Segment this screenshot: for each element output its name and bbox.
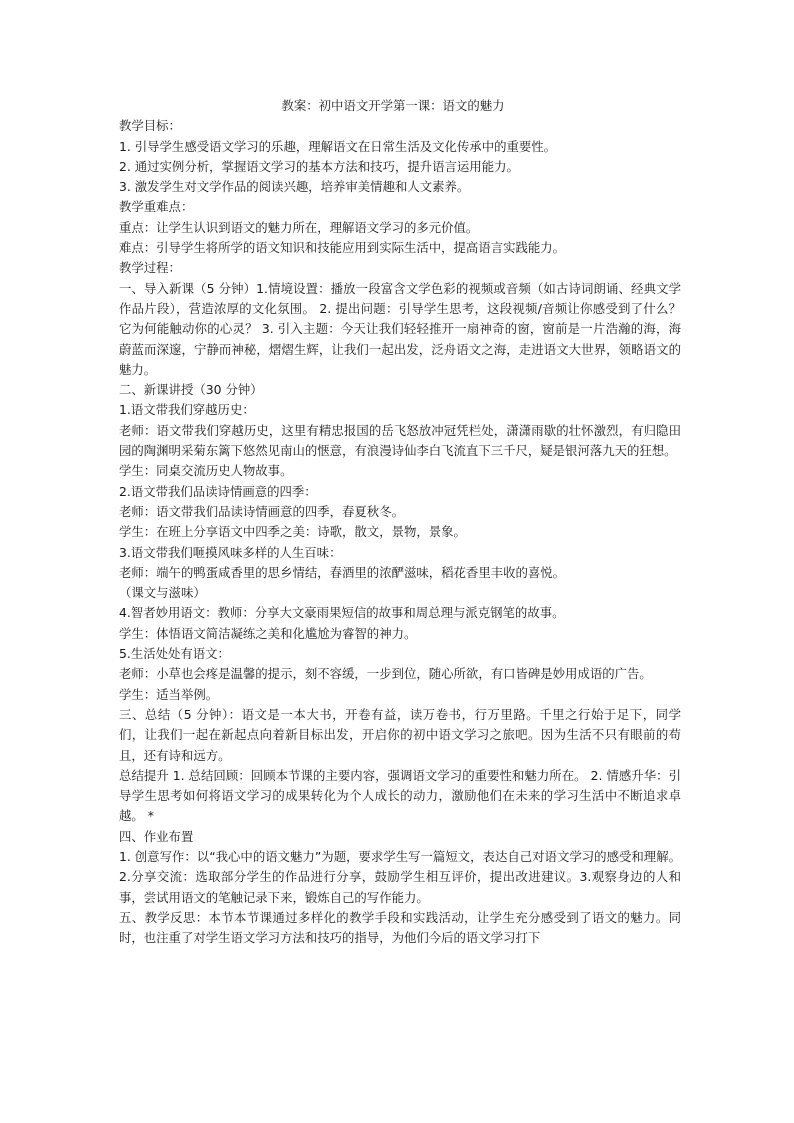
student-line: 学生：在班上分享语文中四季之美：诗歌，散文，景物，景象。 [119,524,466,540]
teacher-line: 老师：小草也会疼是温馨的提示，刻不容缓，一步到位，随心所欲，有口皆碑是妙用成语的广告。 [119,666,652,682]
document-title: 教案：初中语文开学第一课：语文的魅力 [281,98,505,113]
summary-elevation: 总结提升 1. 总结回顾：回顾本节课的主要内容，强调语文学习的重要性和魅力所在。 2. 情感升华：引导学生思考如何将语文学习的成果转化为个人成长的动力，激励他们在未来的学习生活中不断追求卓越。 * [119,767,681,824]
lesson-subheading: 3.语文带我们咂摸风味多样的人生百味： [119,544,342,560]
document-body [119,96,681,948]
section-heading-process: 教学过程： [119,260,181,276]
objective-item: 1. 引导学生感受语文学习的乐趣，理解语文在日常生活及文化传承中的重要性。 [119,138,557,154]
difficulty-item: 难点：引导学生将所学的语文知识和技能应用到实际生活中，提高语言实践能力。 [119,240,566,256]
objective-item: 3. 激发学生对文学作品的阅读兴趣，培养审美情趣和人文素养。 [119,179,470,195]
section-heading-objectives: 教学目标： [119,118,181,134]
student-line: 学生：体悟语文简洁凝练之美和化尴尬为睿智的神力。 [119,625,417,641]
process-new-lesson-heading: 二、新课讲授（30 分钟） [119,382,263,398]
teacher-line: 老师：语文带我们穿越历史，这里有精忠报国的岳飞怒放冲冠凭栏处，潇潇雨歇的壮怀激烈，有归隐田园的陶渊明采菊东篱下悠然见南山的惬意，有浪漫诗仙李白飞流直下三千尺，疑是银河落九天的狂想。 [119,422,681,459]
teacher-line: 老师：语文带我们品读诗情画意的四季，春夏秋冬。 [119,503,404,519]
key-point-item: 重点：让学生认识到语文的魅力所在，理解语文学习的多元价值。 [119,219,479,235]
lesson-subheading: 2.语文带我们品读诗情画意的四季： [119,483,317,499]
lesson-subheading: 1.语文带我们穿越历史： [119,402,255,418]
lesson-note: （课文与滋味） [119,585,206,601]
process-summary: 三、总结（5 分钟）：语文是一本大书，开卷有益，读万卷书，行万里路。千里之行始于足下，同学们，让我们一起在新起点向着新目标出发，开启你的初中语文学习之旅吧。因为生活不只有眼前的苟且，还有诗和远方。 [119,706,681,763]
lesson-subheading: 4.智者妙用语文：教师：分享大文豪雨果短信的故事和周总理与派克钢笔的故事。 [119,605,565,621]
objective-item: 2. 通过实例分析，掌握语文学习的基本方法和技巧，提升语言运用能力。 [119,158,519,174]
teaching-reflection: 五、教学反思：本节本节课通过多样化的教学手段和实践活动，让学生充分感受到了语文的魅力。同时，也注重了对学生语文学习方法和技巧的指导，为他们今后的语文学习打下 [119,909,681,946]
section-heading-homework: 四、作业布置 [119,828,194,844]
student-line: 学生：同桌交流历史人物故事。 [119,463,293,479]
lesson-subheading: 5.生活处处有语文： [119,646,230,662]
student-line: 学生：适当举例。 [119,686,219,702]
teacher-line: 老师：端午的鸭蛋咸香里的思乡情结，春酒里的浓酽滋味，稻花香里丰收的喜悦。 [119,564,566,580]
process-introduction: 一、导入新课（5 分钟）1.情境设置：播放一段富含文学色彩的视频或音频（如古诗词朗诵、经典文学作品片段），营造浓厚的文化氛围。 2. 提出问题：引导学生思考，这段视频/音频让你感受到了什么？它为何能触动你的心灵？ 3. 引入主题：今天让我们轻轻推开一扇神奇的窗，窗前是一片浩瀚的海，海蔚蓝而深邃，宁静而神秘，熠熠生辉，让我们一起出发，泛舟语文之海，走进语文大世界，领略语文的魅力。 [119,280,681,377]
section-heading-key-points: 教学重难点： [119,199,194,215]
homework-items: 1. 创意写作：以“我心中的语文魅力”为题，要求学生写一篇短文，表达自己对语文学习的感受和理解。2.分享交流：选取部分学生的作品进行分享，鼓励学生相互评价，提出改进建议。3.观察身边的人和事，尝试用语文的笔触记录下来，锻炼自己的写作能力。 [119,848,681,905]
